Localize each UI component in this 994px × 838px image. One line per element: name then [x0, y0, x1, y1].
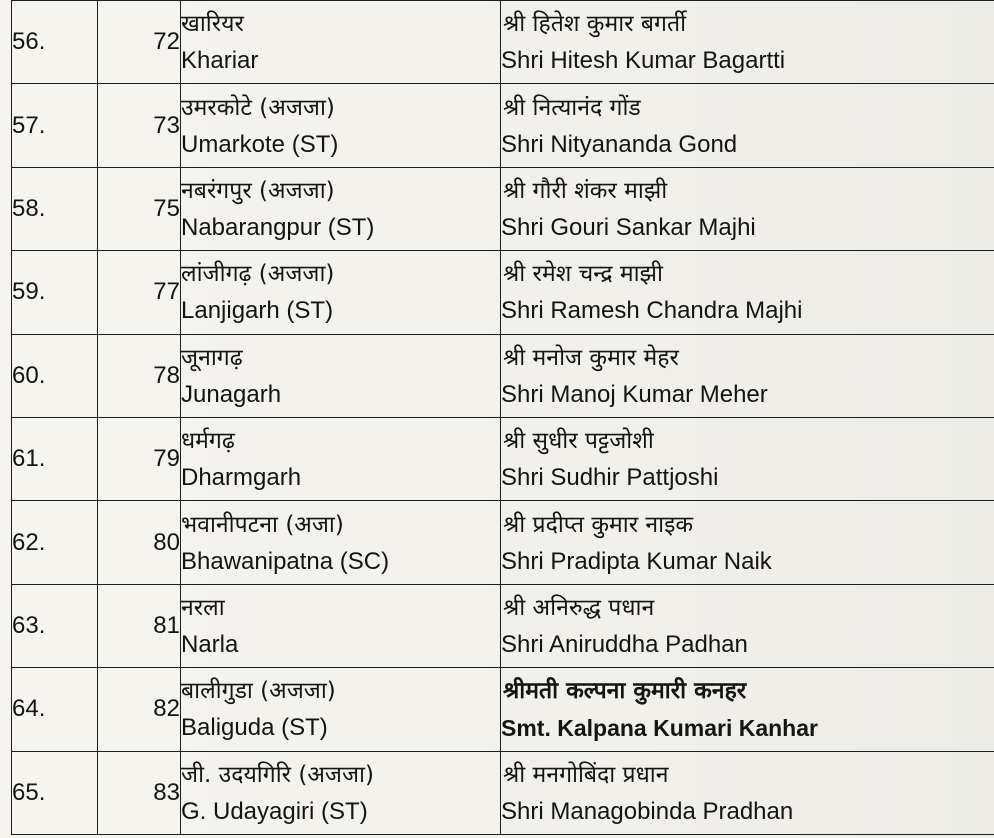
table-row: [12, 251, 994, 334]
candidate-name-hindi: श्री मनोज कुमार मेहर: [503, 344, 679, 371]
constituency-number: 72: [98, 1, 181, 84]
candidate-list-table: [11, 0, 994, 835]
candidate-name-hindi: श्री अनिरुद्ध पधान: [503, 594, 655, 621]
constituency-number: 81: [98, 584, 181, 667]
candidate-name-english: Shri Hitesh Kumar Bagartti: [501, 47, 786, 75]
serial-number: 64.: [12, 668, 98, 751]
serial-number: 58.: [12, 167, 98, 250]
table-row: [12, 584, 994, 667]
constituency-number: 73: [98, 84, 181, 167]
constituency-name-hindi: धर्मगढ़: [181, 428, 235, 455]
constituency-number: 78: [98, 334, 181, 417]
constituency-number: 77: [98, 251, 181, 334]
constituency-name-english: Baliguda (ST): [181, 714, 328, 742]
candidate-name-hindi: श्री मनगोबिंदा प्रधान: [503, 761, 669, 788]
candidate-name-english: Shri Nityananda Gond: [501, 130, 738, 158]
constituency-name-english: Narla: [181, 630, 239, 658]
candidate-cell: [501, 251, 994, 334]
table-row: [12, 751, 994, 834]
constituency-number: 83: [98, 751, 181, 834]
constituency-name-english: Junagarh: [181, 380, 282, 408]
constituency-cell: [181, 668, 501, 751]
constituency-cell: [181, 1, 501, 84]
table-row: [12, 334, 994, 417]
constituency-cell: [181, 334, 501, 417]
candidate-name-hindi: श्री रमेश चन्द्र माझी: [503, 261, 663, 288]
table-row: [12, 668, 994, 751]
candidate-name-english: Shri Manoj Kumar Meher: [501, 380, 768, 408]
candidate-name-english: Shri Gouri Sankar Majhi: [501, 213, 756, 241]
candidate-cell: [501, 334, 994, 417]
constituency-name-hindi: खारियर: [181, 11, 244, 38]
constituency-name-english: G. Udayagiri (ST): [181, 797, 368, 825]
serial-number: 56.: [12, 1, 98, 84]
serial-number: 57.: [12, 84, 98, 167]
candidate-name-hindi: श्री हितेश कुमार बगर्ती: [503, 11, 687, 38]
constituency-number: 80: [98, 501, 181, 584]
constituency-cell: [181, 501, 501, 584]
constituency-cell: [181, 417, 501, 500]
candidate-name-hindi: श्रीमती कल्पना कुमारी कनहर: [503, 678, 747, 705]
table-row: [12, 84, 994, 167]
serial-number: 62.: [12, 501, 98, 584]
constituency-cell: [181, 84, 501, 167]
constituency-name-hindi: नरला: [181, 594, 225, 621]
serial-number: 59.: [12, 251, 98, 334]
table-row: [12, 1, 994, 84]
candidate-rows: [12, 1, 994, 835]
constituency-name-english: Umarkote (ST): [181, 130, 339, 158]
candidate-name-english: Shri Pradipta Kumar Naik: [501, 547, 772, 575]
candidate-cell: [501, 84, 994, 167]
serial-number: 60.: [12, 334, 98, 417]
candidate-cell: [501, 417, 994, 500]
constituency-name-hindi: लांजीगढ़ (अजजा): [181, 261, 335, 288]
candidate-name-english: Smt. Kalpana Kumari Kanhar: [501, 715, 818, 742]
constituency-name-hindi: नबरंगपुर (अजजा): [181, 177, 335, 204]
candidate-name-english: Shri Managobinda Pradhan: [501, 797, 794, 825]
constituency-number: 82: [98, 668, 181, 751]
constituency-number: 75: [98, 167, 181, 250]
constituency-name-english: Khariar: [181, 47, 259, 75]
table-row: [12, 167, 994, 250]
serial-number: 61.: [12, 417, 98, 500]
candidate-name-hindi: श्री प्रदीप्त कुमार नाइक: [503, 511, 694, 538]
candidate-cell: [501, 584, 994, 667]
candidate-name-english: Shri Aniruddha Padhan: [501, 630, 748, 658]
candidate-name-hindi: श्री गौरी शंकर माझी: [503, 177, 668, 204]
constituency-name-hindi: जूनागढ़: [181, 344, 243, 371]
constituency-name-hindi: उमरकोटे (अजजा): [181, 94, 335, 121]
candidate-cell: [501, 668, 994, 751]
constituency-cell: [181, 584, 501, 667]
constituency-name-hindi: बालीगुडा (अजजा): [181, 678, 336, 705]
constituency-name-english: Nabarangpur (ST): [181, 213, 375, 241]
candidate-cell: [501, 167, 994, 250]
constituency-cell: [181, 251, 501, 334]
candidate-name-hindi: श्री सुधीर पट्टजोशी: [503, 428, 654, 455]
constituency-name-english: Bhawanipatna (SC): [181, 547, 390, 575]
table-row: [12, 501, 994, 584]
constituency-name-hindi: जी. उदयगिरि (अजजा): [181, 761, 374, 788]
serial-number: 65.: [12, 751, 98, 834]
candidate-name-hindi: श्री नित्यानंद गोंड: [503, 94, 641, 121]
constituency-cell: [181, 751, 501, 834]
candidate-cell: [501, 751, 994, 834]
candidate-name-english: Shri Sudhir Pattjoshi: [501, 464, 719, 492]
constituency-name-english: Lanjigarh (ST): [181, 297, 334, 325]
table-row: [12, 417, 994, 500]
candidate-name-english: Shri Ramesh Chandra Majhi: [501, 297, 803, 325]
constituency-name-hindi: भवानीपटना (अजा): [181, 511, 344, 538]
candidate-cell: [501, 1, 994, 84]
constituency-cell: [181, 167, 501, 250]
candidate-cell: [501, 501, 994, 584]
serial-number: 63.: [12, 584, 98, 667]
constituency-number: 79: [98, 417, 181, 500]
constituency-name-english: Dharmgarh: [181, 464, 302, 492]
